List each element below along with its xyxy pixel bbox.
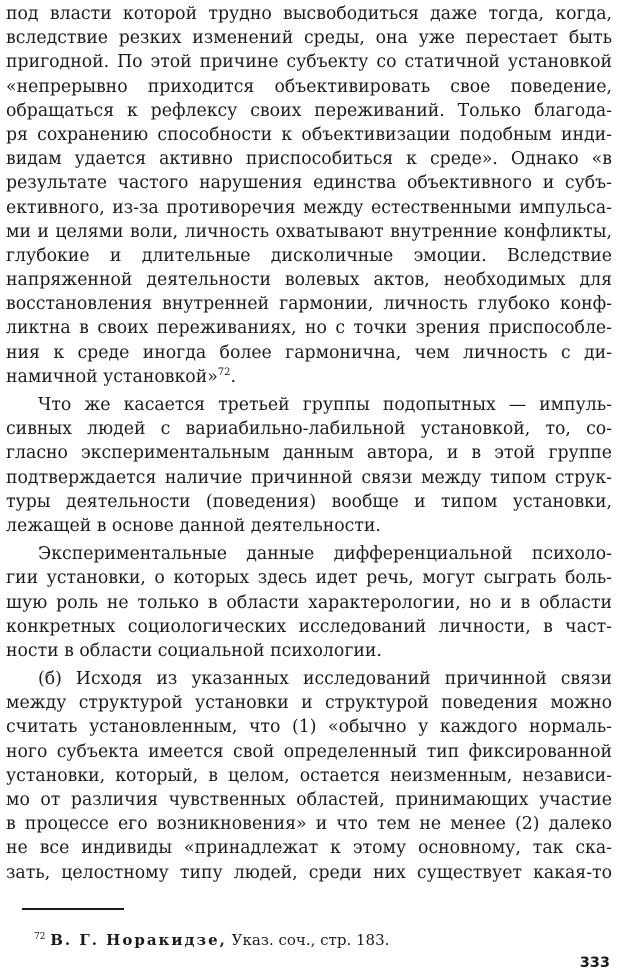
text-line: туры деятельности (поведения) вообще и типом установки, <box>6 491 612 512</box>
text-line: Что же касается третьей группы подопытных — импуль- <box>38 395 612 415</box>
text-line: пригодной. По этой причине субъекту со статичной установкой <box>6 52 612 73</box>
text-line: мо от различия чувственных областей, принимающих участие <box>6 790 612 810</box>
text-line: ликтна в своих переживаниях, но с точки зрения приспособле- <box>6 318 612 339</box>
text-line: гласно экспериментальным данным автора, и в этой группе <box>6 443 612 464</box>
text-line: ми и целями воли, личность охватывают внутренние конфликты, <box>6 221 612 242</box>
text-line: подтверждается наличие причинной связи между типом струк- <box>6 467 612 488</box>
body-text <box>6 2 612 885</box>
text-line: зать, целостному типу людей, среди них существует какая-то <box>6 862 612 883</box>
text-line: обращаться к рефлексу своих переживаний. Только благода- <box>6 100 612 121</box>
text-line: в процессе его возникновения» и что тем не менее (2) далеко <box>6 814 612 835</box>
text-line: вследствие резких изменений среды, она уже перестает быть <box>6 28 612 49</box>
text-line: ного субъекта имеется свой определенный тип фиксированной <box>6 741 612 762</box>
text-line: глубокие и длительные дисколичные эмоции. Вследствие <box>6 245 612 266</box>
text-line: восстановления внутренней гармонии, личность глубоко конф- <box>6 294 612 315</box>
text-line: сивных людей с вариабильно-лабильной установкой, то, со- <box>6 419 612 440</box>
text-line: ря сохранению способности к объективизации подобным инди- <box>6 124 612 145</box>
text-line: видам удается активно приспособиться к среде». Однако «в <box>6 149 612 170</box>
text-line: ективного, из-за противоречия между естественными импульса- <box>6 197 612 218</box>
text-line: установки, который, в целом, остается неизменным, независи- <box>6 765 612 786</box>
text-line: ности в области социальной психологии. <box>6 640 382 661</box>
footnote-reference-tail: . <box>230 366 237 387</box>
text-line: ния к среде иногда более гармонична, чем личность с ди- <box>6 342 612 363</box>
text-line: «непрерывно приходится объективировать свое поведение, <box>6 76 612 97</box>
page-number: 333 <box>579 955 610 971</box>
text-line: конкретных социологических исследований личности, в част- <box>6 616 612 637</box>
text-line: лежащей в основе данной деятельности. <box>6 515 381 536</box>
text-line: гии установки, о которых здесь идет речь, могут сыграть боль- <box>6 568 612 589</box>
text-line: между структурой установки и структурой поведения можно <box>6 693 612 714</box>
footnote-reference: 72 <box>217 366 231 378</box>
text-line-content: намичной установкой» <box>6 366 218 387</box>
footnote-divider <box>22 908 124 910</box>
text-line: результате частого нарушения единства объективного и субъ- <box>6 173 612 194</box>
text-line: Экспериментальные данные дифференциальной психоло- <box>38 544 612 565</box>
text-line: напряженной деятельности волевых актов, необходимых для <box>6 270 612 291</box>
footnote <box>34 930 389 950</box>
text-line: (б) Исходя из указанных исследований причинной связи <box>38 669 612 690</box>
text-line: не все индивиды «принадлежат к этому основному, так ска- <box>6 838 612 859</box>
footnote-mark: 72 <box>34 932 46 942</box>
text-line: шую роль не только в области характерологии, но и в области <box>6 592 612 613</box>
text-line: считать установленным, что (1) «обычно у каждого нормаль- <box>6 717 612 738</box>
footnote-author: В. Г. Норакидзе, <box>50 931 227 949</box>
text-line: под власти которой трудно высвободиться даже тогда, когда, <box>6 4 612 24</box>
footnote-text: Указ. соч., стр. 183. <box>231 931 390 949</box>
text-line <box>6 365 612 389</box>
